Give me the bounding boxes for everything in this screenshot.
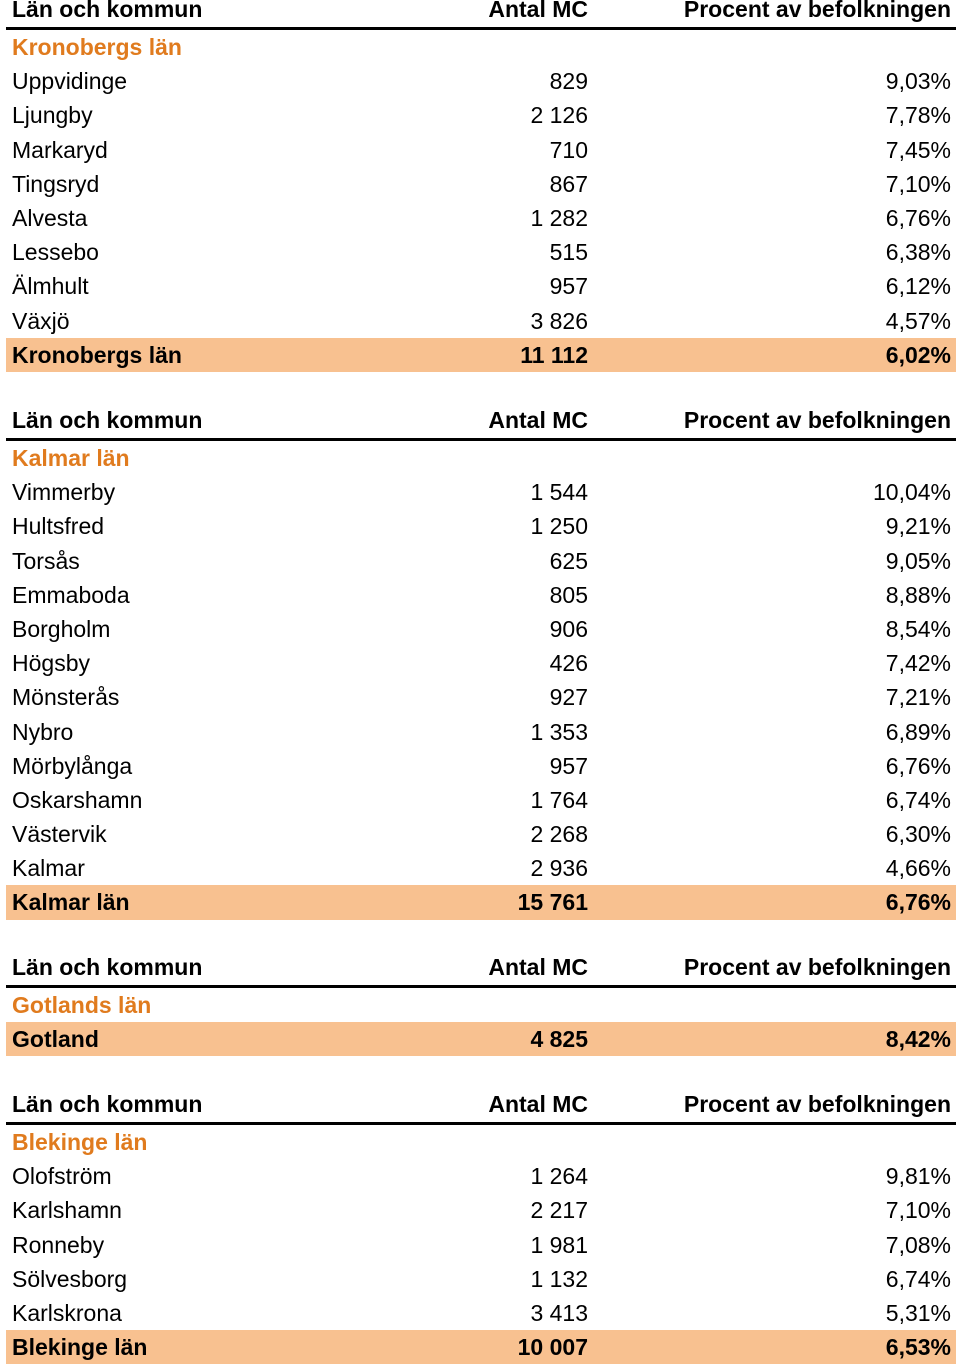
mc-count: 1 250 bbox=[530, 513, 588, 540]
table-row bbox=[6, 1193, 956, 1227]
total-percent: 6,02% bbox=[885, 341, 951, 368]
municipality-name: Karlshamn bbox=[12, 1197, 122, 1224]
region-label: Blekinge län bbox=[12, 1129, 148, 1155]
mc-count: 2 268 bbox=[530, 821, 588, 848]
table-kalmar bbox=[6, 405, 956, 920]
population-percent: 5,31% bbox=[885, 1299, 951, 1326]
mc-count: 1 981 bbox=[530, 1231, 588, 1258]
header-lan-och-kommun: Län och kommun bbox=[12, 954, 203, 980]
mc-count: 1 544 bbox=[530, 479, 588, 506]
mc-count: 1 132 bbox=[530, 1265, 588, 1292]
municipality-name: Ljungby bbox=[12, 102, 93, 129]
population-percent: 6,30% bbox=[885, 821, 951, 848]
mc-count: 2 126 bbox=[530, 102, 588, 129]
table-blekinge bbox=[6, 1089, 956, 1364]
mc-count: 3 826 bbox=[530, 307, 588, 334]
table-row bbox=[6, 1296, 956, 1330]
mc-count: 927 bbox=[549, 684, 588, 711]
table-row bbox=[6, 851, 956, 885]
population-percent: 7,08% bbox=[885, 1231, 951, 1258]
total-percent: 6,76% bbox=[885, 889, 951, 916]
total-name: Kronobergs län bbox=[12, 341, 182, 368]
population-percent: 6,12% bbox=[885, 273, 951, 300]
table-row bbox=[6, 715, 956, 749]
municipality-name: Alvesta bbox=[12, 204, 88, 231]
header-antal-mc: Antal MC bbox=[488, 407, 588, 433]
municipality-name: Uppvidinge bbox=[12, 68, 128, 95]
population-percent: 10,04% bbox=[872, 479, 951, 506]
table-row bbox=[6, 167, 956, 201]
municipality-name: Nybro bbox=[12, 718, 74, 745]
municipality-name: Olofström bbox=[12, 1163, 112, 1190]
header-procent: Procent av befolkningen bbox=[683, 954, 951, 980]
header-lan-och-kommun: Län och kommun bbox=[12, 407, 203, 433]
table-row bbox=[6, 680, 956, 714]
table-kronobergs bbox=[6, 0, 956, 372]
table-row bbox=[6, 1228, 956, 1262]
region-row bbox=[6, 441, 956, 475]
municipality-name: Högsby bbox=[12, 650, 90, 677]
total-percent: 6,53% bbox=[885, 1334, 951, 1361]
header-procent: Procent av befolkningen bbox=[683, 407, 951, 433]
total-count: 4 825 bbox=[530, 1026, 588, 1053]
total-row bbox=[6, 1022, 956, 1056]
table-header bbox=[6, 952, 956, 988]
table-row bbox=[6, 64, 956, 98]
header-lan-och-kommun: Län och kommun bbox=[12, 0, 203, 22]
municipality-name: Borgholm bbox=[12, 615, 111, 642]
mc-count: 426 bbox=[549, 650, 588, 677]
table-row bbox=[6, 578, 956, 612]
municipality-name: Hultsfred bbox=[12, 513, 105, 540]
header-antal-mc: Antal MC bbox=[488, 0, 588, 22]
population-percent: 8,54% bbox=[885, 615, 951, 642]
region-row bbox=[6, 988, 956, 1022]
header-antal-mc: Antal MC bbox=[488, 954, 588, 980]
population-percent: 4,57% bbox=[885, 307, 951, 334]
table-header bbox=[6, 0, 956, 30]
population-percent: 7,78% bbox=[885, 102, 951, 129]
total-row bbox=[6, 885, 956, 919]
population-percent: 6,76% bbox=[885, 204, 951, 231]
region-label: Gotlands län bbox=[12, 992, 152, 1018]
municipality-name: Karlskrona bbox=[12, 1299, 122, 1326]
population-percent: 9,05% bbox=[885, 547, 951, 574]
mc-count: 2 936 bbox=[530, 855, 588, 882]
total-row bbox=[6, 1330, 956, 1364]
population-percent: 7,45% bbox=[885, 136, 951, 163]
mc-count: 625 bbox=[549, 547, 588, 574]
table-row bbox=[6, 235, 956, 269]
region-row bbox=[6, 1125, 956, 1159]
municipality-name: Lessebo bbox=[12, 239, 99, 266]
table-row bbox=[6, 1159, 956, 1193]
population-percent: 6,74% bbox=[885, 786, 951, 813]
table-row bbox=[6, 509, 956, 543]
mc-count: 1 353 bbox=[530, 718, 588, 745]
mc-count: 710 bbox=[549, 136, 588, 163]
municipality-name: Oskarshamn bbox=[12, 786, 143, 813]
header-lan-och-kommun: Län och kommun bbox=[12, 1091, 203, 1117]
mc-count: 805 bbox=[549, 581, 588, 608]
total-percent: 8,42% bbox=[885, 1026, 951, 1053]
total-name: Gotland bbox=[12, 1026, 99, 1053]
population-percent: 9,03% bbox=[885, 68, 951, 95]
municipality-name: Vimmerby bbox=[12, 479, 116, 506]
population-percent: 6,76% bbox=[885, 752, 951, 779]
municipality-name: Sölvesborg bbox=[12, 1265, 128, 1292]
table-row bbox=[6, 133, 956, 167]
population-percent: 6,38% bbox=[885, 239, 951, 266]
municipality-name: Tingsryd bbox=[12, 170, 100, 197]
table-header bbox=[6, 405, 956, 441]
mc-count: 1 282 bbox=[530, 204, 588, 231]
total-row bbox=[6, 338, 956, 372]
municipality-name: Ronneby bbox=[12, 1231, 105, 1258]
population-percent: 7,21% bbox=[885, 684, 951, 711]
table-row bbox=[6, 544, 956, 578]
mc-count: 3 413 bbox=[530, 1299, 588, 1326]
region-row bbox=[6, 30, 956, 64]
municipality-name: Torsås bbox=[12, 547, 80, 574]
municipality-name: Älmhult bbox=[12, 273, 89, 300]
total-name: Kalmar län bbox=[12, 889, 130, 916]
table-row bbox=[6, 749, 956, 783]
table-row bbox=[6, 817, 956, 851]
header-procent: Procent av befolkningen bbox=[683, 0, 951, 22]
total-count: 10 007 bbox=[517, 1334, 588, 1361]
municipality-name: Mörbylånga bbox=[12, 752, 133, 779]
table-row bbox=[6, 98, 956, 132]
total-count: 15 761 bbox=[517, 889, 588, 916]
total-count: 11 112 bbox=[520, 341, 588, 368]
population-percent: 6,74% bbox=[885, 1265, 951, 1292]
table-row bbox=[6, 475, 956, 509]
table-row bbox=[6, 304, 956, 338]
population-percent: 7,10% bbox=[885, 1197, 951, 1224]
population-percent: 4,66% bbox=[885, 855, 951, 882]
mc-count: 1 764 bbox=[530, 786, 588, 813]
region-label: Kronobergs län bbox=[12, 34, 182, 60]
table-row bbox=[6, 1262, 956, 1296]
mc-count: 829 bbox=[549, 68, 588, 95]
table-row bbox=[6, 201, 956, 235]
mc-count: 906 bbox=[549, 615, 588, 642]
mc-count: 957 bbox=[549, 273, 588, 300]
region-label: Kalmar län bbox=[12, 445, 130, 471]
municipality-name: Kalmar bbox=[12, 855, 85, 882]
municipality-name: Mönsterås bbox=[12, 684, 120, 711]
table-row bbox=[6, 646, 956, 680]
mc-count: 1 264 bbox=[530, 1163, 588, 1190]
population-percent: 6,89% bbox=[885, 718, 951, 745]
header-antal-mc: Antal MC bbox=[488, 1091, 588, 1117]
population-percent: 8,88% bbox=[885, 581, 951, 608]
population-percent: 9,21% bbox=[885, 513, 951, 540]
table-row bbox=[6, 612, 956, 646]
table-row bbox=[6, 783, 956, 817]
mc-count: 2 217 bbox=[530, 1197, 588, 1224]
table-row bbox=[6, 269, 956, 303]
municipality-name: Växjö bbox=[12, 307, 70, 334]
municipality-name: Emmaboda bbox=[12, 581, 130, 608]
population-percent: 9,81% bbox=[885, 1163, 951, 1190]
mc-count: 867 bbox=[549, 170, 588, 197]
population-percent: 7,42% bbox=[885, 650, 951, 677]
header-procent: Procent av befolkningen bbox=[683, 1091, 951, 1117]
table-header bbox=[6, 1089, 956, 1125]
mc-count: 515 bbox=[549, 239, 588, 266]
total-name: Blekinge län bbox=[12, 1334, 148, 1361]
population-percent: 7,10% bbox=[885, 170, 951, 197]
mc-count: 957 bbox=[549, 752, 588, 779]
table-gotlands bbox=[6, 952, 956, 1056]
municipality-name: Markaryd bbox=[12, 136, 108, 163]
municipality-name: Västervik bbox=[12, 821, 107, 848]
